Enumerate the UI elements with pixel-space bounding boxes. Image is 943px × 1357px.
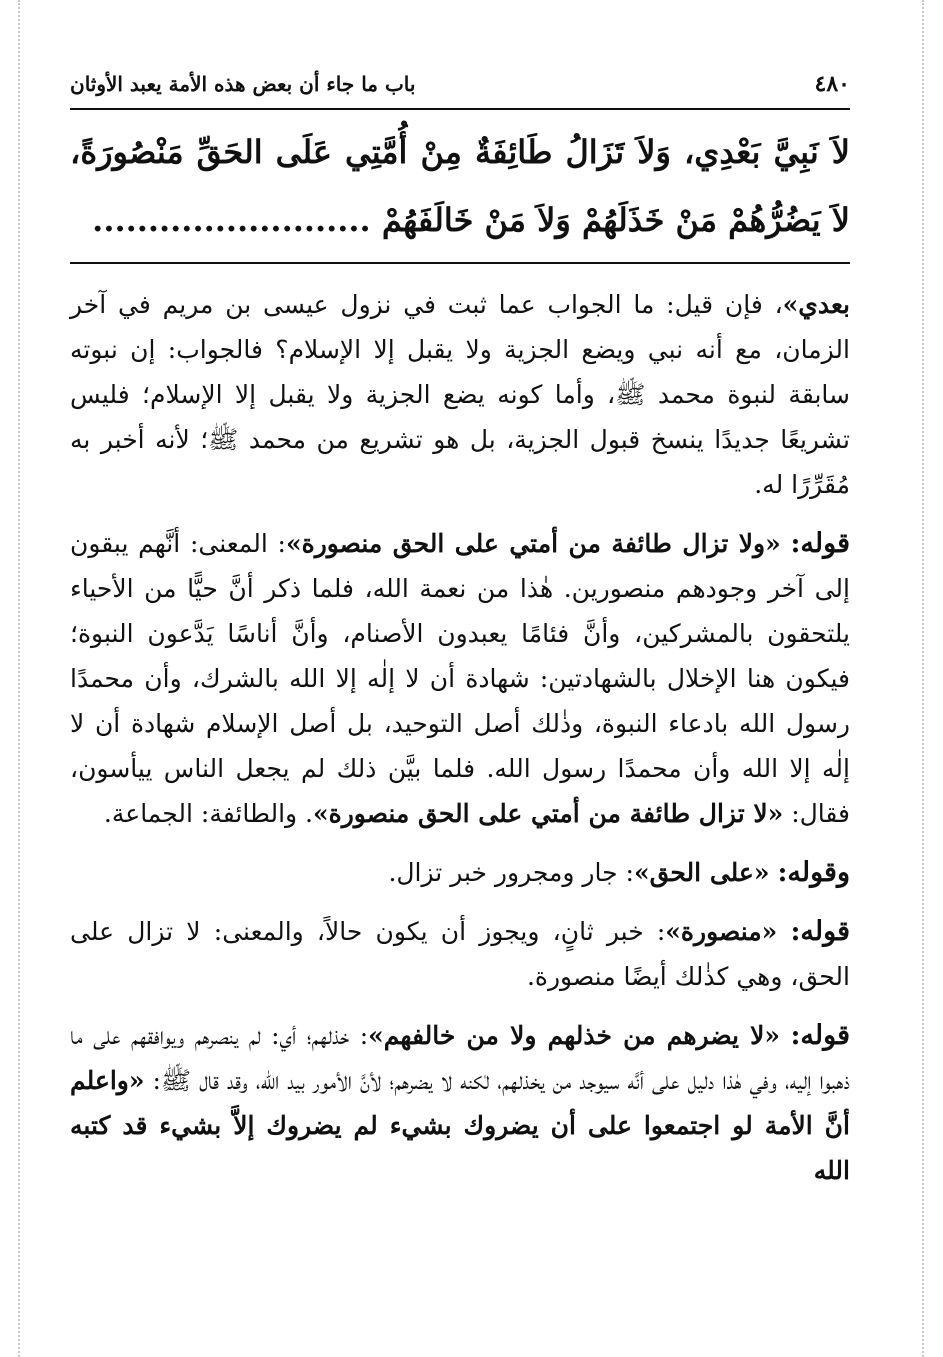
paragraph-1 [70, 282, 850, 507]
left-margin-dotted-line [18, 0, 20, 1357]
paragraph-5 [70, 1013, 850, 1193]
paragraph-4 [70, 909, 850, 999]
page-number: ٤٨٠ [814, 71, 850, 97]
quote: بعدي» [782, 290, 850, 319]
hadith-text [70, 118, 850, 254]
header-rule [70, 108, 850, 110]
quote: «لا يضرهم من خذلهم ولا من خالفهم» [368, 1021, 781, 1050]
quote: «لا تزال طائفة من أمتي على الحق منصورة» [313, 799, 784, 828]
quote: «منصورة» [665, 917, 778, 946]
commentary-body [70, 282, 850, 1207]
paragraph-text: : جار ومجرور خبر تزال. [388, 858, 634, 887]
quote: «واعلم أنَّ الأمة لو اجتمعوا على أن يضروك بشيء لم يضروك إلاَّ بشيء قد كتبه الله [70, 1066, 850, 1185]
running-header [70, 62, 850, 106]
section-rule [70, 262, 850, 264]
hadith-matn: لاَ نَبِيَّ بَعْدِي، وَلاَ تَزَالُ طَائِفَةٌ مِنْ أُمَّتِي عَلَى الحَقِّ مَنْصُورَةً، لاَ يَضُرُّهُمْ مَنْ خَذَلَهُمْ وَلاَ مَنْ خَالَفَهُمْ [70, 133, 850, 239]
paragraph-text: : المعنى: أنَّهم يبقون إلى آخر وجودهم منصورين. هٰذا من نعمة الله، فلما ذكر أنَّ حيًّا من الأحياء يلتحقون بالمشركين، وأنَّ فئامًا يعبدون الأصنام، وأنَّ أناسًا يَدَّعون النبوة؛ فيكون هنا الإخلال بالشهادتين: شهادة أن لا إلٰه إلا الله بالشرك، وأن محمدًا رسول الله بادعاء النبوة، وذٰلك أصل التوحيد، بل أصل الإسلام شهادة أن لا إلٰه إلا الله وأن محمدًا رسول الله. فلما بيَّن ذلك لم يجعل الناس ييأسون، فقال: [70, 529, 850, 828]
paragraph-3 [70, 850, 850, 895]
chapter-title: باب ما جاء أن بعض هذه الأمة يعبد الأوثان [70, 72, 416, 96]
keyword: قوله: [790, 528, 850, 559]
quote: «على الحق» [633, 858, 770, 887]
paragraph-text: : خذلهم؛ أي: لم ينصرهم ويوافقهم على ما ذهبوا إليه، وفي هٰذا دليل على أنَّه سيوجد من يخذلهم، لٰكنه لا يضرهم؛ لأنَّ الأمور بيد الله، وقد قال ﷺ: [70, 1021, 850, 1095]
ellipsis-dots: ......................... [92, 201, 371, 239]
paragraph-text: ، فإن قيل: ما الجواب عما ثبت في نزول عيسى بن مريم في آخر الزمان، مع أنه نبي ويضع الجزية ولا يقبل إلا الإسلام؟ فالجواب: إن نبوته سابقة لنبوة محمد ﷺ، وأما كونه يضع الجزية ولا يقبل إلا الإسلام؛ فليس تشريعًا جديدًا ينسخ قبول الجزية، بل هو تشريع من محمد ﷺ؛ لأنه أخبر به مُقَرِّرًا له. [70, 290, 850, 499]
paragraph-text: : خبر ثانٍ، ويجوز أن يكون حالاً، والمعنى: لا تزال على الحق، وهي كذٰلك أيضًا منصورة. [70, 917, 850, 991]
paragraph-text: . والطائفة: الجماعة. [103, 799, 313, 828]
keyword: قوله: [790, 1020, 850, 1051]
quote: «ولا تزال طائفة من أمتي على الحق منصورة» [285, 529, 781, 558]
keyword: قوله: [790, 916, 850, 947]
keyword: وقوله: [777, 857, 850, 888]
right-margin-dotted-line [922, 0, 924, 1357]
paragraph-2 [70, 521, 850, 836]
